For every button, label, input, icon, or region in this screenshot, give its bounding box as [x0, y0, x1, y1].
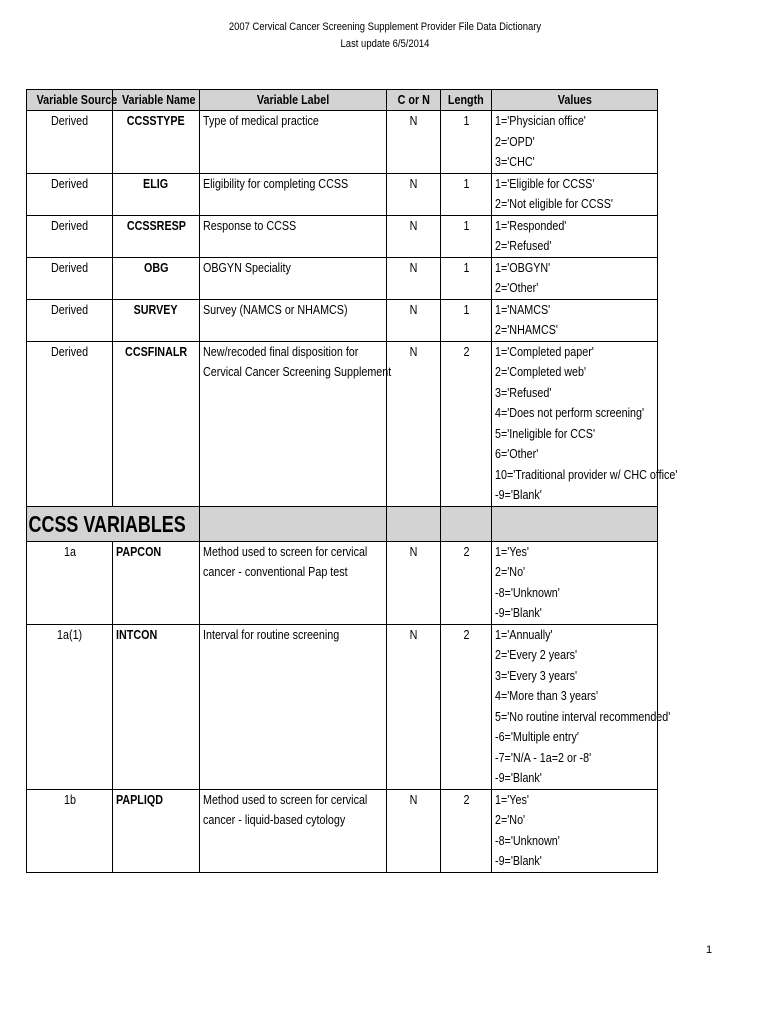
section-empty-cell: [200, 506, 387, 541]
variable-label-line: Method used to screen for cervical: [203, 792, 368, 807]
table-row: [27, 341, 658, 506]
column-header-variable-label: Variable Label: [200, 90, 387, 111]
value-line: 5='Ineligible for CCS': [495, 426, 596, 441]
c-or-n: N: [387, 789, 441, 872]
values: [492, 173, 658, 215]
value-line: 2='Refused': [495, 239, 552, 253]
values: [492, 299, 658, 341]
length: 1: [441, 257, 492, 299]
variable-name: PAPCON: [113, 541, 200, 624]
section-header-row: [27, 506, 658, 541]
length: 2: [441, 624, 492, 789]
length: 1: [441, 173, 492, 215]
value-line: 4='More than 3 years': [495, 689, 599, 703]
variable-label-line: cancer - liquid-based cytology: [203, 813, 346, 827]
section-title: CCSS VARIABLES: [28, 510, 186, 537]
value-line: -9='Blank': [495, 854, 542, 868]
value-line: 6='Other': [495, 447, 539, 461]
variable-source: Derived: [27, 257, 113, 299]
length: 1: [441, 299, 492, 341]
values: [492, 111, 658, 174]
value-line: -9='Blank': [495, 606, 542, 620]
values: [492, 215, 658, 257]
section-empty-cell: [441, 506, 492, 541]
variable-label: [200, 541, 387, 624]
page-number: 1: [706, 944, 713, 956]
variable-name: OBG: [113, 257, 200, 299]
variable-source: Derived: [27, 173, 113, 215]
value-line: 2='OPD': [495, 134, 535, 149]
value-line: 2='Every 2 years': [495, 648, 578, 662]
table-row: [27, 111, 658, 174]
c-or-n: N: [387, 257, 441, 299]
variable-source: 1a: [27, 541, 113, 624]
table-row: [27, 299, 658, 341]
last-update-text: Last update 6/5/2014: [340, 38, 430, 50]
value-line: 2='No': [495, 813, 526, 827]
table-header-row: [27, 90, 658, 111]
column-header-length: Length: [441, 90, 492, 111]
variable-label-line: Response to CCSS: [203, 218, 297, 233]
c-or-n: N: [387, 173, 441, 215]
values: [492, 624, 671, 789]
variable-name: CCSSRESP: [113, 215, 200, 257]
value-line: 1='Physician office': [495, 114, 586, 128]
c-or-n: N: [387, 341, 441, 506]
variable-name: INTCON: [113, 624, 200, 789]
variable-label-line: OBGYN Speciality: [203, 260, 291, 275]
variable-label-line: Type of medical practice: [203, 114, 319, 128]
variable-label: [200, 299, 387, 341]
variable-label-line: Survey (NAMCS or NHAMCS): [203, 302, 348, 317]
value-line: 1='Yes': [495, 792, 529, 807]
column-header-variable-source: Variable Source: [27, 90, 113, 111]
value-line: 1='Completed paper': [495, 344, 594, 359]
variable-label-line: Method used to screen for cervical: [203, 544, 368, 559]
values: [492, 341, 678, 506]
c-or-n: N: [387, 111, 441, 174]
variable-name: SURVEY: [113, 299, 200, 341]
variable-source: Derived: [27, 111, 113, 174]
variable-name: CCSSTYPE: [113, 111, 200, 174]
value-line: 3='Every 3 years': [495, 668, 578, 683]
c-or-n: N: [387, 299, 441, 341]
section-empty-cell: [387, 506, 441, 541]
length: 1: [441, 111, 492, 174]
value-line: -6='Multiple entry': [495, 730, 579, 744]
variable-label-line: Eligibility for completing CCSS: [203, 176, 349, 191]
value-line: 1='NAMCS': [495, 302, 551, 317]
length: 2: [441, 541, 492, 624]
section-title-cell: [27, 506, 200, 541]
value-line: -7='N/A - 1a=2 or -8': [495, 750, 592, 765]
variable-source: 1a(1): [27, 624, 113, 789]
value-line: -9='Blank': [495, 488, 542, 502]
length: 2: [441, 789, 492, 872]
variable-source: Derived: [27, 215, 113, 257]
variable-name: PAPLIQD: [113, 789, 200, 872]
values: [492, 789, 658, 872]
variable-label-line: cancer - conventional Pap test: [203, 565, 348, 579]
c-or-n: N: [387, 215, 441, 257]
variable-source: Derived: [27, 341, 113, 506]
column-header-c-or-n: C or N: [387, 90, 441, 111]
variable-label: [200, 257, 387, 299]
value-line: 4='Does not perform screening': [495, 406, 645, 420]
data-dictionary-table: [26, 89, 678, 873]
value-line: 2='Not eligible for CCSS': [495, 197, 613, 211]
values: [492, 257, 658, 299]
c-or-n: N: [387, 541, 441, 624]
column-header-variable-name: Variable Name: [113, 90, 200, 111]
value-line: 2='No': [495, 565, 526, 579]
variable-label-line: Interval for routine screening: [203, 627, 340, 642]
table-row: [27, 215, 658, 257]
value-line: 2='Completed web': [495, 365, 587, 379]
table-row: [27, 257, 658, 299]
variable-source: 1b: [27, 789, 113, 872]
variable-label: [200, 624, 387, 789]
column-header-values: Values: [492, 90, 658, 111]
value-line: -9='Blank': [495, 771, 542, 785]
section-empty-cell: [492, 506, 658, 541]
document-title: 2007 Cervical Cancer Screening Supplement Provider File Data Dictionary: [228, 21, 542, 33]
variable-name: CCSFINALR: [113, 341, 200, 506]
variable-label: [200, 111, 387, 174]
table-row: [27, 789, 658, 872]
value-line: 1='Eligible for CCSS': [495, 176, 595, 191]
variable-name: ELIG: [113, 173, 200, 215]
variable-label: [200, 341, 392, 506]
value-line: 1='OBGYN': [495, 260, 551, 275]
value-line: 2='NHAMCS': [495, 323, 558, 337]
value-line: 3='CHC': [495, 155, 535, 169]
table-row: [27, 541, 658, 624]
variable-label-line: Cervical Cancer Screening Supplement: [203, 365, 392, 379]
values: [492, 541, 658, 624]
c-or-n: N: [387, 624, 441, 789]
variable-label-line: New/recoded final disposition for: [203, 344, 359, 359]
length: 1: [441, 215, 492, 257]
value-line: 1='Yes': [495, 544, 529, 559]
value-line: 2='Other': [495, 281, 539, 295]
value-line: -8='Unknown': [495, 833, 560, 848]
variable-label: [200, 215, 387, 257]
variable-source: Derived: [27, 299, 113, 341]
value-line: 5='No routine interval recommended': [495, 709, 671, 724]
variable-label: [200, 789, 387, 872]
value-line: 1='Responded': [495, 218, 567, 233]
length: 2: [441, 341, 492, 506]
value-line: 1='Annually': [495, 627, 553, 642]
table-row: [27, 624, 658, 789]
value-line: 3='Refused': [495, 385, 552, 400]
table-row: [27, 173, 658, 215]
value-line: 10='Traditional provider w/ CHC office': [495, 467, 678, 482]
variable-label: [200, 173, 387, 215]
value-line: -8='Unknown': [495, 585, 560, 600]
